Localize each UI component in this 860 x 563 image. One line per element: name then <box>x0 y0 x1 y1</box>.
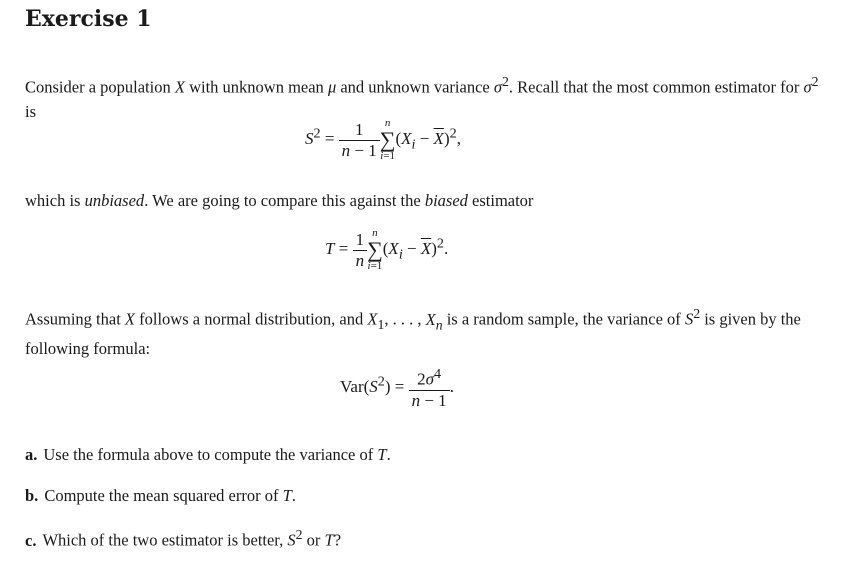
para2-text-1: which is <box>25 191 81 210</box>
intro-text-4: . Recall that the most common estimator for <box>508 77 800 97</box>
assumption-paragraph: Assuming that X follows a normal distribution, and $X_1$, . . . , $X_n$ is a random sample, the variance of $S^2$ is given by the following formula: <box>25 306 801 358</box>
question-b-text: Compute the mean squared error of <box>44 486 279 505</box>
intro-text-2: with unknown mean <box>189 77 324 97</box>
para3-text-4: is given by the following formula: <box>25 309 801 358</box>
t-formula: T = $\frac{1}{n}$ n ∑ i=1 $(X_i - \overline{X})^2$. <box>325 227 449 272</box>
or-word: or <box>306 530 321 550</box>
question-c-label: c. <box>25 530 37 550</box>
question-a-text: Use the formula above to compute the variance of <box>43 445 374 464</box>
var-formula: $Var(S^2)$ = $\frac{2\sigma^4}{n - 1}$ . <box>340 366 454 410</box>
para2-text-2: . We are going to compare this against the <box>144 191 421 210</box>
s2-formula: $S^2$ = $\frac{1}{n - 1}$ n ∑ i=1 $(X_i - \overline{X})^2$, <box>305 117 461 162</box>
biased-word: biased <box>424 191 468 210</box>
question-b-label: b. <box>25 486 39 505</box>
para3-text-2: follows a normal distribution, and <box>139 309 364 329</box>
para3-text-3: is a random sample, the variance of <box>446 309 681 329</box>
question-a-label: a. <box>25 445 38 464</box>
intro-text-1: Consider a population <box>25 77 171 97</box>
unbiased-word: unbiased <box>84 191 145 210</box>
intro-text-3: and unknown variance <box>340 77 490 97</box>
para3-text-1: Assuming that <box>25 309 121 329</box>
question-a: a. Use the formula above to compute the variance of T. <box>25 445 391 464</box>
exercise-title: Exercise 1 <box>25 6 152 32</box>
unbiased-paragraph <box>25 189 825 213</box>
intro-paragraph: Consider a population X with unknown mean μ and unknown variance $\sigma^2$. Recall that the most common estimator for $\sigma^2$ is <box>25 74 819 121</box>
para2-text-3: estimator <box>472 191 534 210</box>
question-c-text: Which of the two estimator is better, <box>42 530 284 550</box>
intro-text-5: is <box>25 101 37 121</box>
question-c: c. Which of the two estimator is better, $S^2$ or T? <box>25 527 342 550</box>
question-b: b. Compute the mean squared error of T. <box>25 486 296 505</box>
